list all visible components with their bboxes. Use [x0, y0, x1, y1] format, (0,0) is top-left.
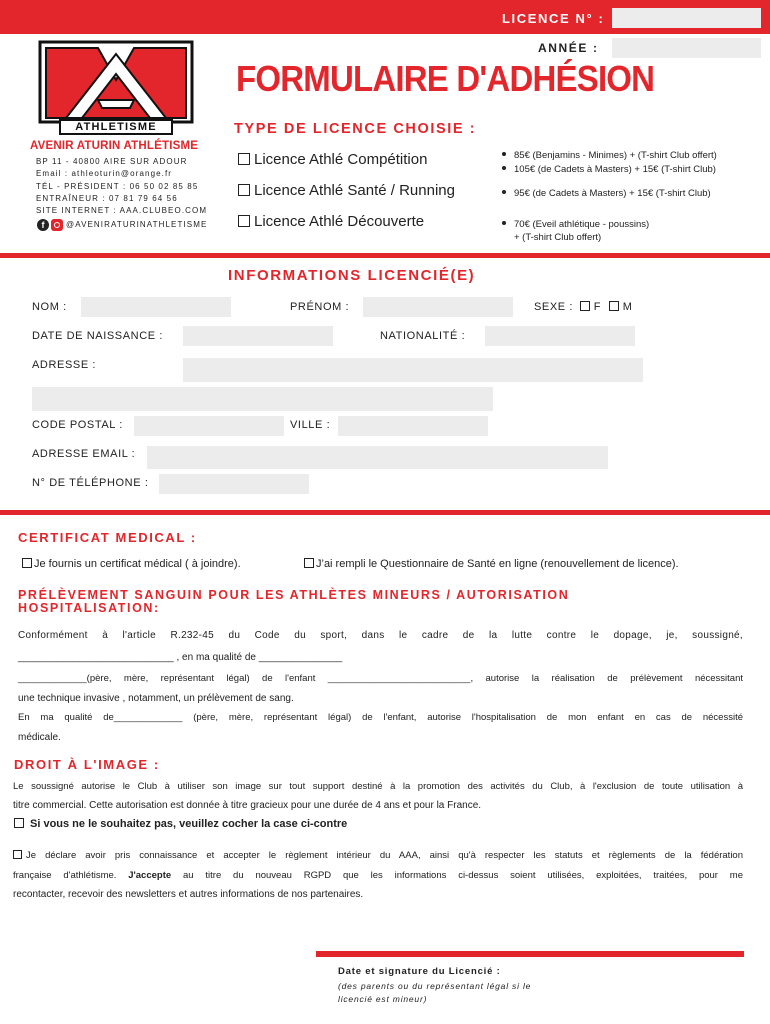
email-field[interactable] [147, 446, 608, 469]
price-list-item [502, 219, 649, 230]
club-email: Email : athleoturin@orange.fr [36, 169, 173, 178]
prelevement-text-line3: _____________(père, mère, représentant légal) de l'enfant ___________________________, autorise la réalisation de prélèvement nécessitant [18, 673, 743, 684]
club-site: SITE INTERNET : AAA.CLUBEO.COM [36, 206, 208, 215]
nationalite-field[interactable] [485, 326, 635, 346]
prelevement-text-line1: Conformément à l'article R.232-45 du Code du sport, dans le cadre de la lutte contre le dopage, je, soussigné, [18, 630, 743, 641]
reglement-line2-a: française d'athlétisme. [13, 870, 117, 881]
reglement-line2-c: au titre du nouveau RGPD que les informations ci-dessus soient utilisées, exploitées, traitées, pour me [183, 870, 743, 881]
certificat-questionnaire-checkbox[interactable] [304, 558, 314, 568]
licence-sante-checkbox[interactable] [238, 184, 250, 196]
facebook-icon[interactable]: f [37, 219, 49, 231]
page-title: FORMULAIRE D'ADHÉSION [236, 58, 655, 99]
licence-number-field[interactable] [612, 8, 761, 28]
image-optout-label: Si vous ne le souhaitez pas, veuillez cocher la case ci-contre [30, 818, 348, 830]
reglement-line2-b: J'accepte [128, 870, 172, 881]
price-list-item [502, 188, 711, 199]
instagram-icon[interactable] [51, 219, 63, 231]
info-bottom-rule [0, 510, 770, 515]
certificat-option-questionnaire[interactable] [304, 558, 679, 570]
price-text: 95€ (de Cadets à Masters) + 15€ (T-shirt Club) [514, 188, 711, 199]
ville-field[interactable] [338, 416, 488, 436]
prelevement-text-line2: ____________________________ , en ma qualité de _______________ [18, 652, 343, 663]
certificat-medical-checkbox[interactable] [22, 558, 32, 568]
club-name: AVENIR ATURIN ATHLÉTISME [30, 140, 199, 152]
licence-option-sante[interactable] [238, 182, 455, 199]
prelevement-text-line6: médicale. [18, 732, 61, 743]
sexe-f-label: F [593, 301, 602, 313]
prelevement-text-line4: une technique invasive , notamment, un prélèvement de sang. [18, 693, 294, 704]
image-optout-checkbox[interactable] [14, 818, 24, 828]
prenom-label: PRÉNOM : [290, 301, 350, 313]
licence-decouverte-checkbox[interactable] [238, 215, 250, 227]
telephone-label: N° DE TÉLÉPHONE : [32, 477, 149, 489]
annee-label: ANNÉE : [538, 41, 599, 55]
code-postal-label: CODE POSTAL : [32, 419, 123, 431]
licence-type-heading: TYPE DE LICENCE CHOISIE : [234, 121, 477, 137]
reglement-checkbox[interactable] [13, 850, 22, 859]
signature-title: Date et signature du Licencié : [338, 966, 501, 977]
naissance-field[interactable] [183, 326, 333, 346]
sexe-m-label: M [622, 301, 633, 313]
sexe-label: SEXE : [534, 301, 574, 313]
reglement-line1-text: Je déclare avoir pris connaissance et accepter le règlement intérieur du AAA, ainsi qu'à respecter les statuts et règlements de la fédération [26, 850, 743, 861]
prenom-field[interactable] [363, 297, 513, 317]
licence-option-competition[interactable] [238, 151, 427, 168]
info-top-rule [0, 253, 770, 258]
sexe-f-checkbox[interactable] [580, 301, 590, 311]
telephone-field[interactable] [159, 474, 309, 494]
adresse-field-line2[interactable] [32, 387, 493, 411]
signature-rule [316, 951, 744, 957]
certificat-option-medical[interactable] [22, 558, 241, 570]
certificat-questionnaire-label: J’ai rempli le Questionnaire de Santé en ligne (renouvellement de licence). [316, 558, 679, 570]
email-label: ADRESSE EMAIL : [32, 448, 136, 460]
code-postal-field[interactable] [134, 416, 284, 436]
reglement-text-line3: recontacter, recevoir des newsletters et autres informations de nos partenaires. [13, 889, 364, 900]
sexe-group [534, 301, 632, 313]
price-text: 70€ (Eveil athlétique - poussins) [514, 219, 650, 230]
price-text: 105€ (de Cadets à Masters) + 15€ (T-shirt Club) [514, 164, 716, 175]
logo-badge-text: ATHLETISME [75, 121, 157, 133]
info-heading: INFORMATIONS LICENCIÉ(E) [228, 267, 476, 284]
adresse-label: ADRESSE : [32, 359, 97, 371]
licence-option-decouverte[interactable] [238, 213, 424, 230]
image-heading: DROIT À L'IMAGE : [14, 757, 160, 772]
prelevement-heading-line2: HOSPITALISATION: [18, 601, 160, 615]
naissance-label: DATE DE NAISSANCE : [32, 330, 163, 342]
price-list-item [502, 150, 717, 161]
price-text-continued: + (T-shirt Club offert) [514, 232, 602, 243]
licence-decouverte-label: Licence Athlé Découverte [254, 213, 425, 230]
signature-subtitle-line2: licencié est mineur) [338, 994, 428, 1004]
adresse-field-line1[interactable] [183, 358, 643, 382]
club-tel-president: TÉL - PRÉSIDENT : 06 50 02 85 85 [36, 182, 199, 191]
price-text: 85€ (Benjamins - Minimes) + (T-shirt Club offert) [514, 150, 717, 161]
club-social-handle: @AVENIRATURINATHLETISME [66, 220, 208, 229]
image-text-line2: titre commercial. Cette autorisation est donnée à titre gracieux pour une durée de 4 ans et pour la France. [13, 800, 482, 811]
licence-competition-checkbox[interactable] [238, 153, 250, 165]
certificat-medical-label: Je fournis un certificat médical ( à joindre). [34, 558, 241, 570]
club-entraineur: ENTRAÎNEUR : 07 81 79 64 56 [36, 194, 178, 203]
prelevement-text-line5: En ma qualité de_____________ (père, mère, représentant légal) de l'enfant, autorise l'hospitalisation de mon enfant en cas de nécessité [18, 712, 743, 723]
image-text-line1: Le soussigné autorise le Club à utiliser son image sur tout support destiné à la promotion des activités du Club, à l'exclusion de toute utilisation à [13, 781, 743, 792]
certificat-heading: CERTIFICAT MEDICAL : [18, 530, 197, 545]
signature-subtitle-line1: (des parents ou du représentant légal si le [338, 981, 532, 991]
licence-sante-label: Licence Athlé Santé / Running [254, 182, 455, 199]
sexe-m-checkbox[interactable] [609, 301, 619, 311]
licence-label: LICENCE N° : [502, 11, 605, 26]
image-optout-option[interactable] [14, 818, 347, 830]
prelevement-heading-line1: PRÉLÈVEMENT SANGUIN POUR LES ATHLÈTES MINEURS / AUTORISATION [18, 588, 570, 602]
nationalite-label: NATIONALITÉ : [380, 330, 466, 342]
club-logo [38, 40, 194, 136]
licence-competition-label: Licence Athlé Compétition [254, 151, 428, 168]
reglement-text-line1[interactable] [13, 846, 743, 866]
club-address: BP 11 - 40800 AIRE SUR ADOUR [36, 157, 188, 166]
reglement-text-line2 [13, 866, 743, 886]
nom-label: NOM : [32, 301, 67, 313]
ville-label: VILLE : [290, 419, 331, 431]
annee-field[interactable] [612, 38, 761, 58]
nom-field[interactable] [81, 297, 231, 317]
price-list-item [502, 164, 716, 175]
